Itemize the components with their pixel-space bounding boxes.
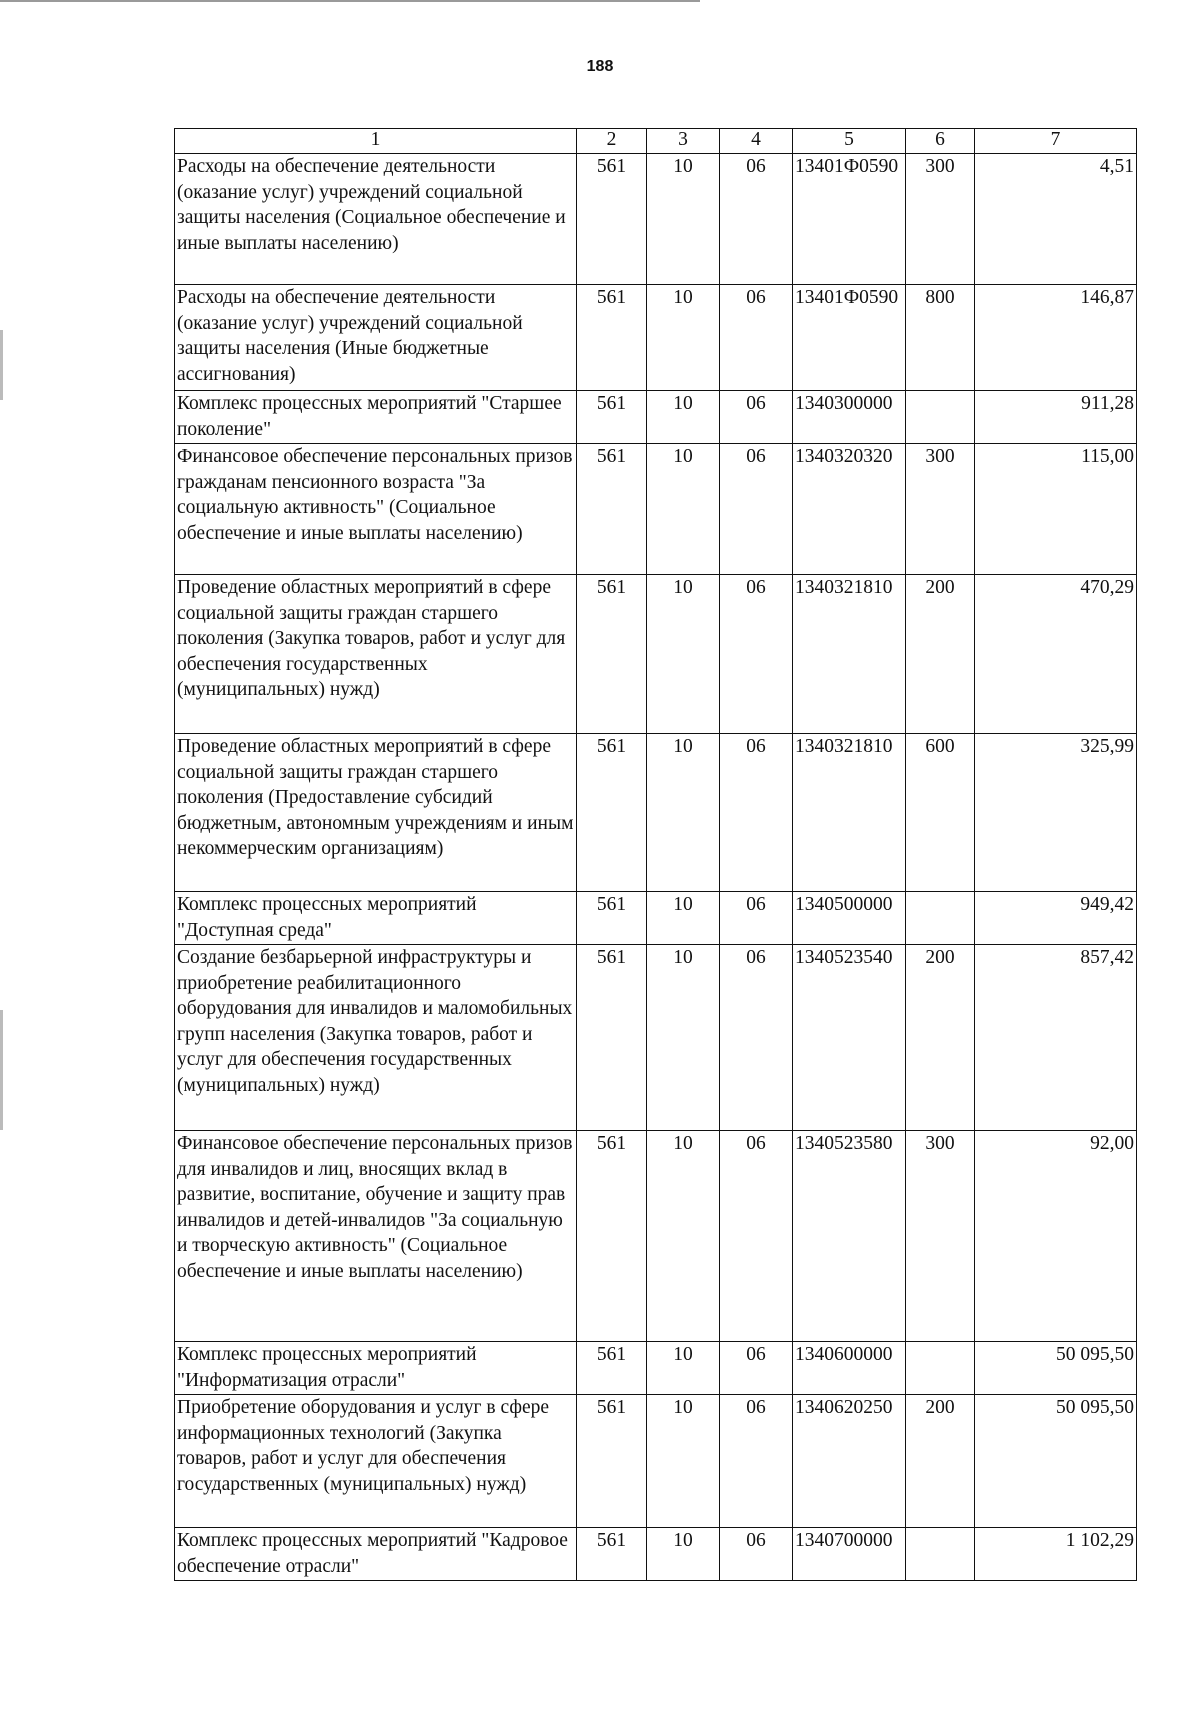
column-header: 7 xyxy=(975,129,1137,154)
ministry-code: 561 xyxy=(577,892,647,945)
section-code: 10 xyxy=(647,1395,720,1528)
target-article-code: 1340300000 xyxy=(793,391,906,444)
top-rule xyxy=(0,0,700,2)
expense-type-code xyxy=(906,391,975,444)
subsection-code: 06 xyxy=(720,1395,793,1528)
ministry-code: 561 xyxy=(577,154,647,285)
table-row xyxy=(175,154,1137,285)
scan-margin-mark xyxy=(0,1010,3,1130)
table-row xyxy=(175,1342,1137,1395)
item-name: Комплекс процессных мероприятий "Кадровое обеспечение отрасли" xyxy=(175,1528,577,1581)
section-code: 10 xyxy=(647,285,720,391)
target-article-code: 1340523540 xyxy=(793,945,906,1131)
item-name: Проведение областных мероприятий в сфере социальной защиты граждан старшего поколения (Предоставление субсидий бюджетным, автономным учреждениям и иным некоммерческим организациям) xyxy=(175,734,577,892)
amount: 470,29 xyxy=(975,575,1137,734)
column-header: 5 xyxy=(793,129,906,154)
table-row xyxy=(175,734,1137,892)
expense-type-code: 300 xyxy=(906,154,975,285)
section-code: 10 xyxy=(647,1131,720,1342)
item-name: Финансовое обеспечение персональных призов для инвалидов и лиц, вносящих вклад в развитие, воспитание, обучение и защиту прав инвалидов и детей-инвалидов "За социальную и творческую активность" (Социальное обеспечение и иные выплаты населению) xyxy=(175,1131,577,1342)
expense-type-code: 200 xyxy=(906,575,975,734)
amount: 1 102,29 xyxy=(975,1528,1137,1581)
subsection-code: 06 xyxy=(720,734,793,892)
table-row xyxy=(175,391,1137,444)
expense-type-code: 300 xyxy=(906,444,975,575)
target-article-code: 1340523580 xyxy=(793,1131,906,1342)
item-name: Комплекс процессных мероприятий "Старшее поколение" xyxy=(175,391,577,444)
column-header: 6 xyxy=(906,129,975,154)
table-row xyxy=(175,1395,1137,1528)
ministry-code: 561 xyxy=(577,1342,647,1395)
subsection-code: 06 xyxy=(720,444,793,575)
subsection-code: 06 xyxy=(720,154,793,285)
column-header: 3 xyxy=(647,129,720,154)
subsection-code: 06 xyxy=(720,1131,793,1342)
target-article-code: 1340620250 xyxy=(793,1395,906,1528)
table-row xyxy=(175,285,1137,391)
section-code: 10 xyxy=(647,154,720,285)
page-number: 188 xyxy=(586,58,614,75)
item-name: Создание безбарьерной инфраструктуры и приобретение реабилитационного оборудования для инвалидов и маломобильных групп населения (Закупка товаров, работ и услуг для обеспечения государственных (муниципальных) нужд) xyxy=(175,945,577,1131)
table-row xyxy=(175,892,1137,945)
table-row xyxy=(175,1131,1137,1342)
expense-type-code: 200 xyxy=(906,1395,975,1528)
target-article-code: 1340321810 xyxy=(793,575,906,734)
ministry-code: 561 xyxy=(577,575,647,734)
target-article-code: 13401Ф0590 xyxy=(793,285,906,391)
expense-type-code: 600 xyxy=(906,734,975,892)
amount: 911,28 xyxy=(975,391,1137,444)
table-row xyxy=(175,1528,1137,1581)
amount: 949,42 xyxy=(975,892,1137,945)
item-name: Комплекс процессных мероприятий "Информатизация отрасли" xyxy=(175,1342,577,1395)
item-name: Финансовое обеспечение персональных призов гражданам пенсионного возраста "За социальную активность" (Социальное обеспечение и иные выплаты населению) xyxy=(175,444,577,575)
expense-type-code xyxy=(906,892,975,945)
ministry-code: 561 xyxy=(577,285,647,391)
table-row xyxy=(175,945,1137,1131)
subsection-code: 06 xyxy=(720,945,793,1131)
section-code: 10 xyxy=(647,391,720,444)
ministry-code: 561 xyxy=(577,1395,647,1528)
ministry-code: 561 xyxy=(577,444,647,575)
amount: 4,51 xyxy=(975,154,1137,285)
subsection-code: 06 xyxy=(720,1528,793,1581)
target-article-code: 1340320320 xyxy=(793,444,906,575)
amount: 50 095,50 xyxy=(975,1395,1137,1528)
column-header: 2 xyxy=(577,129,647,154)
table-row xyxy=(175,444,1137,575)
section-code: 10 xyxy=(647,575,720,734)
target-article-code: 1340700000 xyxy=(793,1528,906,1581)
budget-table xyxy=(174,128,1137,1581)
amount: 857,42 xyxy=(975,945,1137,1131)
item-name: Комплекс процессных мероприятий "Доступная среда" xyxy=(175,892,577,945)
section-code: 10 xyxy=(647,734,720,892)
amount: 50 095,50 xyxy=(975,1342,1137,1395)
target-article-code: 13401Ф0590 xyxy=(793,154,906,285)
expense-type-code: 200 xyxy=(906,945,975,1131)
expense-type-code xyxy=(906,1342,975,1395)
header-row xyxy=(175,129,1137,154)
ministry-code: 561 xyxy=(577,1131,647,1342)
ministry-code: 561 xyxy=(577,945,647,1131)
scan-margin-mark xyxy=(0,330,3,400)
amount: 146,87 xyxy=(975,285,1137,391)
amount: 325,99 xyxy=(975,734,1137,892)
subsection-code: 06 xyxy=(720,391,793,444)
subsection-code: 06 xyxy=(720,892,793,945)
item-name: Расходы на обеспечение деятельности (оказание услуг) учреждений социальной защиты населения (Иные бюджетные ассигнования) xyxy=(175,285,577,391)
section-code: 10 xyxy=(647,892,720,945)
item-name: Расходы на обеспечение деятельности (оказание услуг) учреждений социальной защиты населения (Социальное обеспечение и иные выплаты населению) xyxy=(175,154,577,285)
target-article-code: 1340500000 xyxy=(793,892,906,945)
section-code: 10 xyxy=(647,444,720,575)
ministry-code: 561 xyxy=(577,734,647,892)
ministry-code: 561 xyxy=(577,1528,647,1581)
expense-type-code: 300 xyxy=(906,1131,975,1342)
expense-type-code: 800 xyxy=(906,285,975,391)
column-header: 4 xyxy=(720,129,793,154)
target-article-code: 1340600000 xyxy=(793,1342,906,1395)
section-code: 10 xyxy=(647,945,720,1131)
item-name: Проведение областных мероприятий в сфере социальной защиты граждан старшего поколения (Закупка товаров, работ и услуг для обеспечения государственных (муниципальных) нужд) xyxy=(175,575,577,734)
section-code: 10 xyxy=(647,1342,720,1395)
target-article-code: 1340321810 xyxy=(793,734,906,892)
amount: 92,00 xyxy=(975,1131,1137,1342)
expense-type-code xyxy=(906,1528,975,1581)
ministry-code: 561 xyxy=(577,391,647,444)
section-code: 10 xyxy=(647,1528,720,1581)
column-header: 1 xyxy=(175,129,577,154)
amount: 115,00 xyxy=(975,444,1137,575)
subsection-code: 06 xyxy=(720,1342,793,1395)
table-row xyxy=(175,575,1137,734)
subsection-code: 06 xyxy=(720,285,793,391)
item-name: Приобретение оборудования и услуг в сфере информационных технологий (Закупка товаров, работ и услуг для обеспечения государственных (муниципальных) нужд) xyxy=(175,1395,577,1528)
subsection-code: 06 xyxy=(720,575,793,734)
